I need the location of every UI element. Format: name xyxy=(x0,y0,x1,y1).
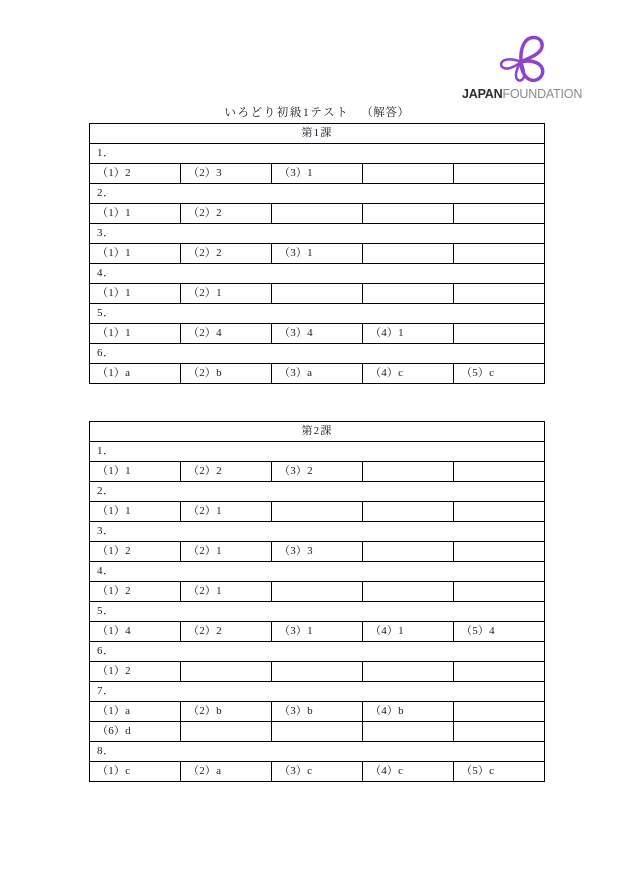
lesson-header-cell: 第1課 xyxy=(90,124,545,144)
section-label-row xyxy=(90,144,545,164)
answer-cell xyxy=(181,244,272,264)
answer-number: （2） xyxy=(188,705,217,717)
answer-cell-empty xyxy=(181,722,272,742)
section-label-row xyxy=(90,642,545,662)
answer-cell xyxy=(363,622,454,642)
answer-value: 4 xyxy=(216,327,222,339)
section-label-row xyxy=(90,522,545,542)
answer-cell xyxy=(181,324,272,344)
answer-cell-empty xyxy=(272,284,363,304)
lesson-header-row xyxy=(90,124,545,144)
answer-cell-empty xyxy=(363,502,454,522)
answer-value: 2 xyxy=(125,167,131,179)
answer-cell-empty xyxy=(363,542,454,562)
answer-cell-empty xyxy=(454,462,545,482)
answer-cell xyxy=(90,462,181,482)
answer-cell xyxy=(90,582,181,602)
answer-number: （5） xyxy=(461,765,490,777)
answer-number: （6） xyxy=(97,725,126,737)
answer-cell-empty xyxy=(454,324,545,344)
answer-value: 2 xyxy=(216,207,222,219)
answer-cell xyxy=(181,702,272,722)
answer-number: （1） xyxy=(97,585,126,597)
answer-value: 1 xyxy=(398,625,404,637)
answer-value: 1 xyxy=(307,167,313,179)
answer-value: c xyxy=(398,367,403,379)
section-label: 2． xyxy=(90,184,545,204)
answer-number: （1） xyxy=(97,207,126,219)
answer-cell-empty xyxy=(363,582,454,602)
answer-cell xyxy=(181,582,272,602)
section-label: 6． xyxy=(90,642,545,662)
answer-number: （1） xyxy=(97,665,126,677)
answer-number: （1） xyxy=(97,247,126,259)
answer-cell xyxy=(181,542,272,562)
answer-cell xyxy=(363,324,454,344)
answer-number: （4） xyxy=(370,705,399,717)
section-label: 5． xyxy=(90,304,545,324)
answer-cell-empty xyxy=(454,662,545,682)
answer-cell-empty xyxy=(454,542,545,562)
answer-cell xyxy=(181,284,272,304)
answer-value: c xyxy=(489,765,494,777)
answer-cell xyxy=(272,702,363,722)
section-label-row xyxy=(90,602,545,622)
section-label-row xyxy=(90,184,545,204)
section-label-row xyxy=(90,682,545,702)
answer-number: （3） xyxy=(279,367,308,379)
answer-cell xyxy=(272,462,363,482)
lesson-header-cell: 第2課 xyxy=(90,422,545,442)
answer-cell xyxy=(181,622,272,642)
answer-number: （4） xyxy=(370,327,399,339)
answer-cell-empty xyxy=(454,164,545,184)
answer-cell xyxy=(181,502,272,522)
answer-cell xyxy=(90,542,181,562)
answer-number: （4） xyxy=(370,765,399,777)
answer-value: 2 xyxy=(216,247,222,259)
japan-foundation-logo xyxy=(462,34,583,106)
table-row xyxy=(90,204,545,224)
answer-value: c xyxy=(398,765,403,777)
answer-cell-empty xyxy=(363,662,454,682)
logo-wordmark xyxy=(462,87,583,101)
answer-cell xyxy=(272,164,363,184)
answer-number: （2） xyxy=(188,465,217,477)
answer-value: b xyxy=(307,705,313,717)
answer-number: （2） xyxy=(188,545,217,557)
answer-value: c xyxy=(307,765,312,777)
answer-value: b xyxy=(216,367,222,379)
section-label-row xyxy=(90,482,545,502)
answer-number: （2） xyxy=(188,327,217,339)
section-label-row xyxy=(90,224,545,244)
answer-cell xyxy=(454,762,545,782)
section-label: 4． xyxy=(90,264,545,284)
answer-cell xyxy=(181,762,272,782)
section-label: 4． xyxy=(90,562,545,582)
answer-value: 1 xyxy=(216,585,222,597)
section-label-row xyxy=(90,442,545,462)
table-row xyxy=(90,722,545,742)
answer-value: a xyxy=(307,367,312,379)
answer-cell xyxy=(181,204,272,224)
answer-cell xyxy=(454,364,545,384)
answer-cell xyxy=(454,622,545,642)
answer-number: （3） xyxy=(279,545,308,557)
answer-number: （3） xyxy=(279,625,308,637)
answer-cell xyxy=(363,702,454,722)
answer-cell-empty xyxy=(454,204,545,224)
table-row xyxy=(90,502,545,522)
answer-value: c xyxy=(125,765,130,777)
page-title-sub: （解答） xyxy=(361,107,410,119)
answer-cell-empty xyxy=(272,722,363,742)
answer-value: 2 xyxy=(216,625,222,637)
answer-value: 1 xyxy=(125,465,131,477)
answer-cell xyxy=(272,622,363,642)
answer-number: （1） xyxy=(97,367,126,379)
answer-cell xyxy=(90,364,181,384)
section-label: 8． xyxy=(90,742,545,762)
answer-number: （1） xyxy=(97,167,126,179)
answer-number: （4） xyxy=(370,367,399,379)
answer-cell xyxy=(181,364,272,384)
table-row xyxy=(90,164,545,184)
answer-number: （2） xyxy=(188,505,217,517)
answer-number: （2） xyxy=(188,287,217,299)
answer-number: （2） xyxy=(188,247,217,259)
logo-word-japan: JAPAN xyxy=(462,87,503,101)
answer-number: （2） xyxy=(188,367,217,379)
answer-cell xyxy=(272,762,363,782)
answer-cell-empty xyxy=(454,702,545,722)
answer-cell xyxy=(272,364,363,384)
answer-number: （1） xyxy=(97,545,126,557)
answer-cell xyxy=(90,622,181,642)
answer-cell xyxy=(90,662,181,682)
answer-cell-empty xyxy=(272,204,363,224)
answer-cell-empty xyxy=(454,722,545,742)
answer-number: （1） xyxy=(97,327,126,339)
section-label: 3． xyxy=(90,224,545,244)
answer-value: 1 xyxy=(125,287,131,299)
answer-cell xyxy=(363,762,454,782)
table-row xyxy=(90,662,545,682)
answer-cell xyxy=(90,164,181,184)
answer-number: （1） xyxy=(97,465,126,477)
logo-word-foundation: FOUNDATION xyxy=(502,87,583,101)
section-label: 5． xyxy=(90,602,545,622)
answer-number: （5） xyxy=(461,625,490,637)
answer-value: b xyxy=(398,705,404,717)
answer-cell xyxy=(90,702,181,722)
answer-number: （1） xyxy=(97,705,126,717)
answer-cell-empty xyxy=(363,164,454,184)
section-label-row xyxy=(90,264,545,284)
page-title-main: いろどり初級1テスト xyxy=(224,107,350,119)
japan-foundation-butterfly-icon xyxy=(491,34,551,86)
answer-value: 4 xyxy=(307,327,313,339)
answer-cell xyxy=(90,502,181,522)
answer-number: （3） xyxy=(279,705,308,717)
answer-value: 4 xyxy=(489,625,495,637)
answer-cell-empty xyxy=(363,722,454,742)
answer-cell xyxy=(181,164,272,184)
answer-number: （2） xyxy=(188,585,217,597)
answer-table-lesson-2 xyxy=(89,421,545,782)
table-row xyxy=(90,622,545,642)
answer-value: 1 xyxy=(125,247,131,259)
answer-value: 1 xyxy=(307,247,313,259)
answer-number: （3） xyxy=(279,327,308,339)
section-label: 1． xyxy=(90,144,545,164)
answer-number: （3） xyxy=(279,765,308,777)
answer-value: 2 xyxy=(125,665,131,677)
answer-value: 3 xyxy=(216,167,222,179)
answer-cell-empty xyxy=(454,284,545,304)
answer-value: 1 xyxy=(125,505,131,517)
answer-cell-empty xyxy=(363,284,454,304)
answer-cell xyxy=(272,324,363,344)
answer-cell-empty xyxy=(454,244,545,264)
answer-number: （3） xyxy=(279,465,308,477)
answer-cell-empty xyxy=(363,462,454,482)
answer-value: 1 xyxy=(216,505,222,517)
answer-cell-empty xyxy=(272,662,363,682)
answer-value: 2 xyxy=(125,545,131,557)
answer-cell-empty xyxy=(454,582,545,602)
page-title xyxy=(0,104,634,120)
section-label: 3． xyxy=(90,522,545,542)
section-label: 1． xyxy=(90,442,545,462)
answer-table-lesson-1 xyxy=(89,123,545,384)
table-row xyxy=(90,364,545,384)
answer-value: 2 xyxy=(216,465,222,477)
answer-cell xyxy=(272,542,363,562)
section-label: 2． xyxy=(90,482,545,502)
answer-value: 1 xyxy=(398,327,404,339)
answer-value: 1 xyxy=(125,327,131,339)
answer-cell xyxy=(90,204,181,224)
answer-number: （1） xyxy=(97,625,126,637)
answer-value: a xyxy=(216,765,221,777)
section-label-row xyxy=(90,562,545,582)
answer-cell-empty xyxy=(454,502,545,522)
answer-number: （2） xyxy=(188,207,217,219)
answer-number: （4） xyxy=(370,625,399,637)
answer-number: （2） xyxy=(188,625,217,637)
section-label: 6． xyxy=(90,344,545,364)
answer-number: （1） xyxy=(97,765,126,777)
answer-cell xyxy=(90,244,181,264)
table-row xyxy=(90,324,545,344)
answer-number: （5） xyxy=(461,367,490,379)
answer-value: d xyxy=(125,725,131,737)
answer-cell-empty xyxy=(181,662,272,682)
answer-value: 2 xyxy=(307,465,313,477)
table-row xyxy=(90,462,545,482)
answer-number: （2） xyxy=(188,167,217,179)
answer-value: 1 xyxy=(216,287,222,299)
answer-number: （1） xyxy=(97,287,126,299)
answer-value: a xyxy=(125,705,130,717)
answer-cell-empty xyxy=(363,204,454,224)
answer-value: 4 xyxy=(125,625,131,637)
answer-cell xyxy=(90,284,181,304)
answer-value: a xyxy=(125,367,130,379)
answer-value: 1 xyxy=(125,207,131,219)
section-label-row xyxy=(90,742,545,762)
answer-cell xyxy=(90,722,181,742)
table-row xyxy=(90,244,545,264)
answer-value: 1 xyxy=(216,545,222,557)
answer-cell xyxy=(90,324,181,344)
answer-cell xyxy=(90,762,181,782)
answer-number: （1） xyxy=(97,505,126,517)
answer-value: 2 xyxy=(125,585,131,597)
table-row xyxy=(90,582,545,602)
table-row xyxy=(90,762,545,782)
answer-cell xyxy=(181,462,272,482)
answer-cell-empty xyxy=(272,582,363,602)
table-row xyxy=(90,542,545,562)
answer-cell-empty xyxy=(272,502,363,522)
table-row xyxy=(90,284,545,304)
section-label-row xyxy=(90,344,545,364)
answer-number: （3） xyxy=(279,247,308,259)
answer-value: b xyxy=(216,705,222,717)
answer-cell xyxy=(363,364,454,384)
answer-cell xyxy=(272,244,363,264)
table-row xyxy=(90,702,545,722)
answer-number: （3） xyxy=(279,167,308,179)
answer-value: 3 xyxy=(307,545,313,557)
section-label: 7． xyxy=(90,682,545,702)
answer-value: c xyxy=(489,367,494,379)
section-label-row xyxy=(90,304,545,324)
lesson-header-row xyxy=(90,422,545,442)
answer-value: 1 xyxy=(307,625,313,637)
answer-cell-empty xyxy=(363,244,454,264)
answer-number: （2） xyxy=(188,765,217,777)
